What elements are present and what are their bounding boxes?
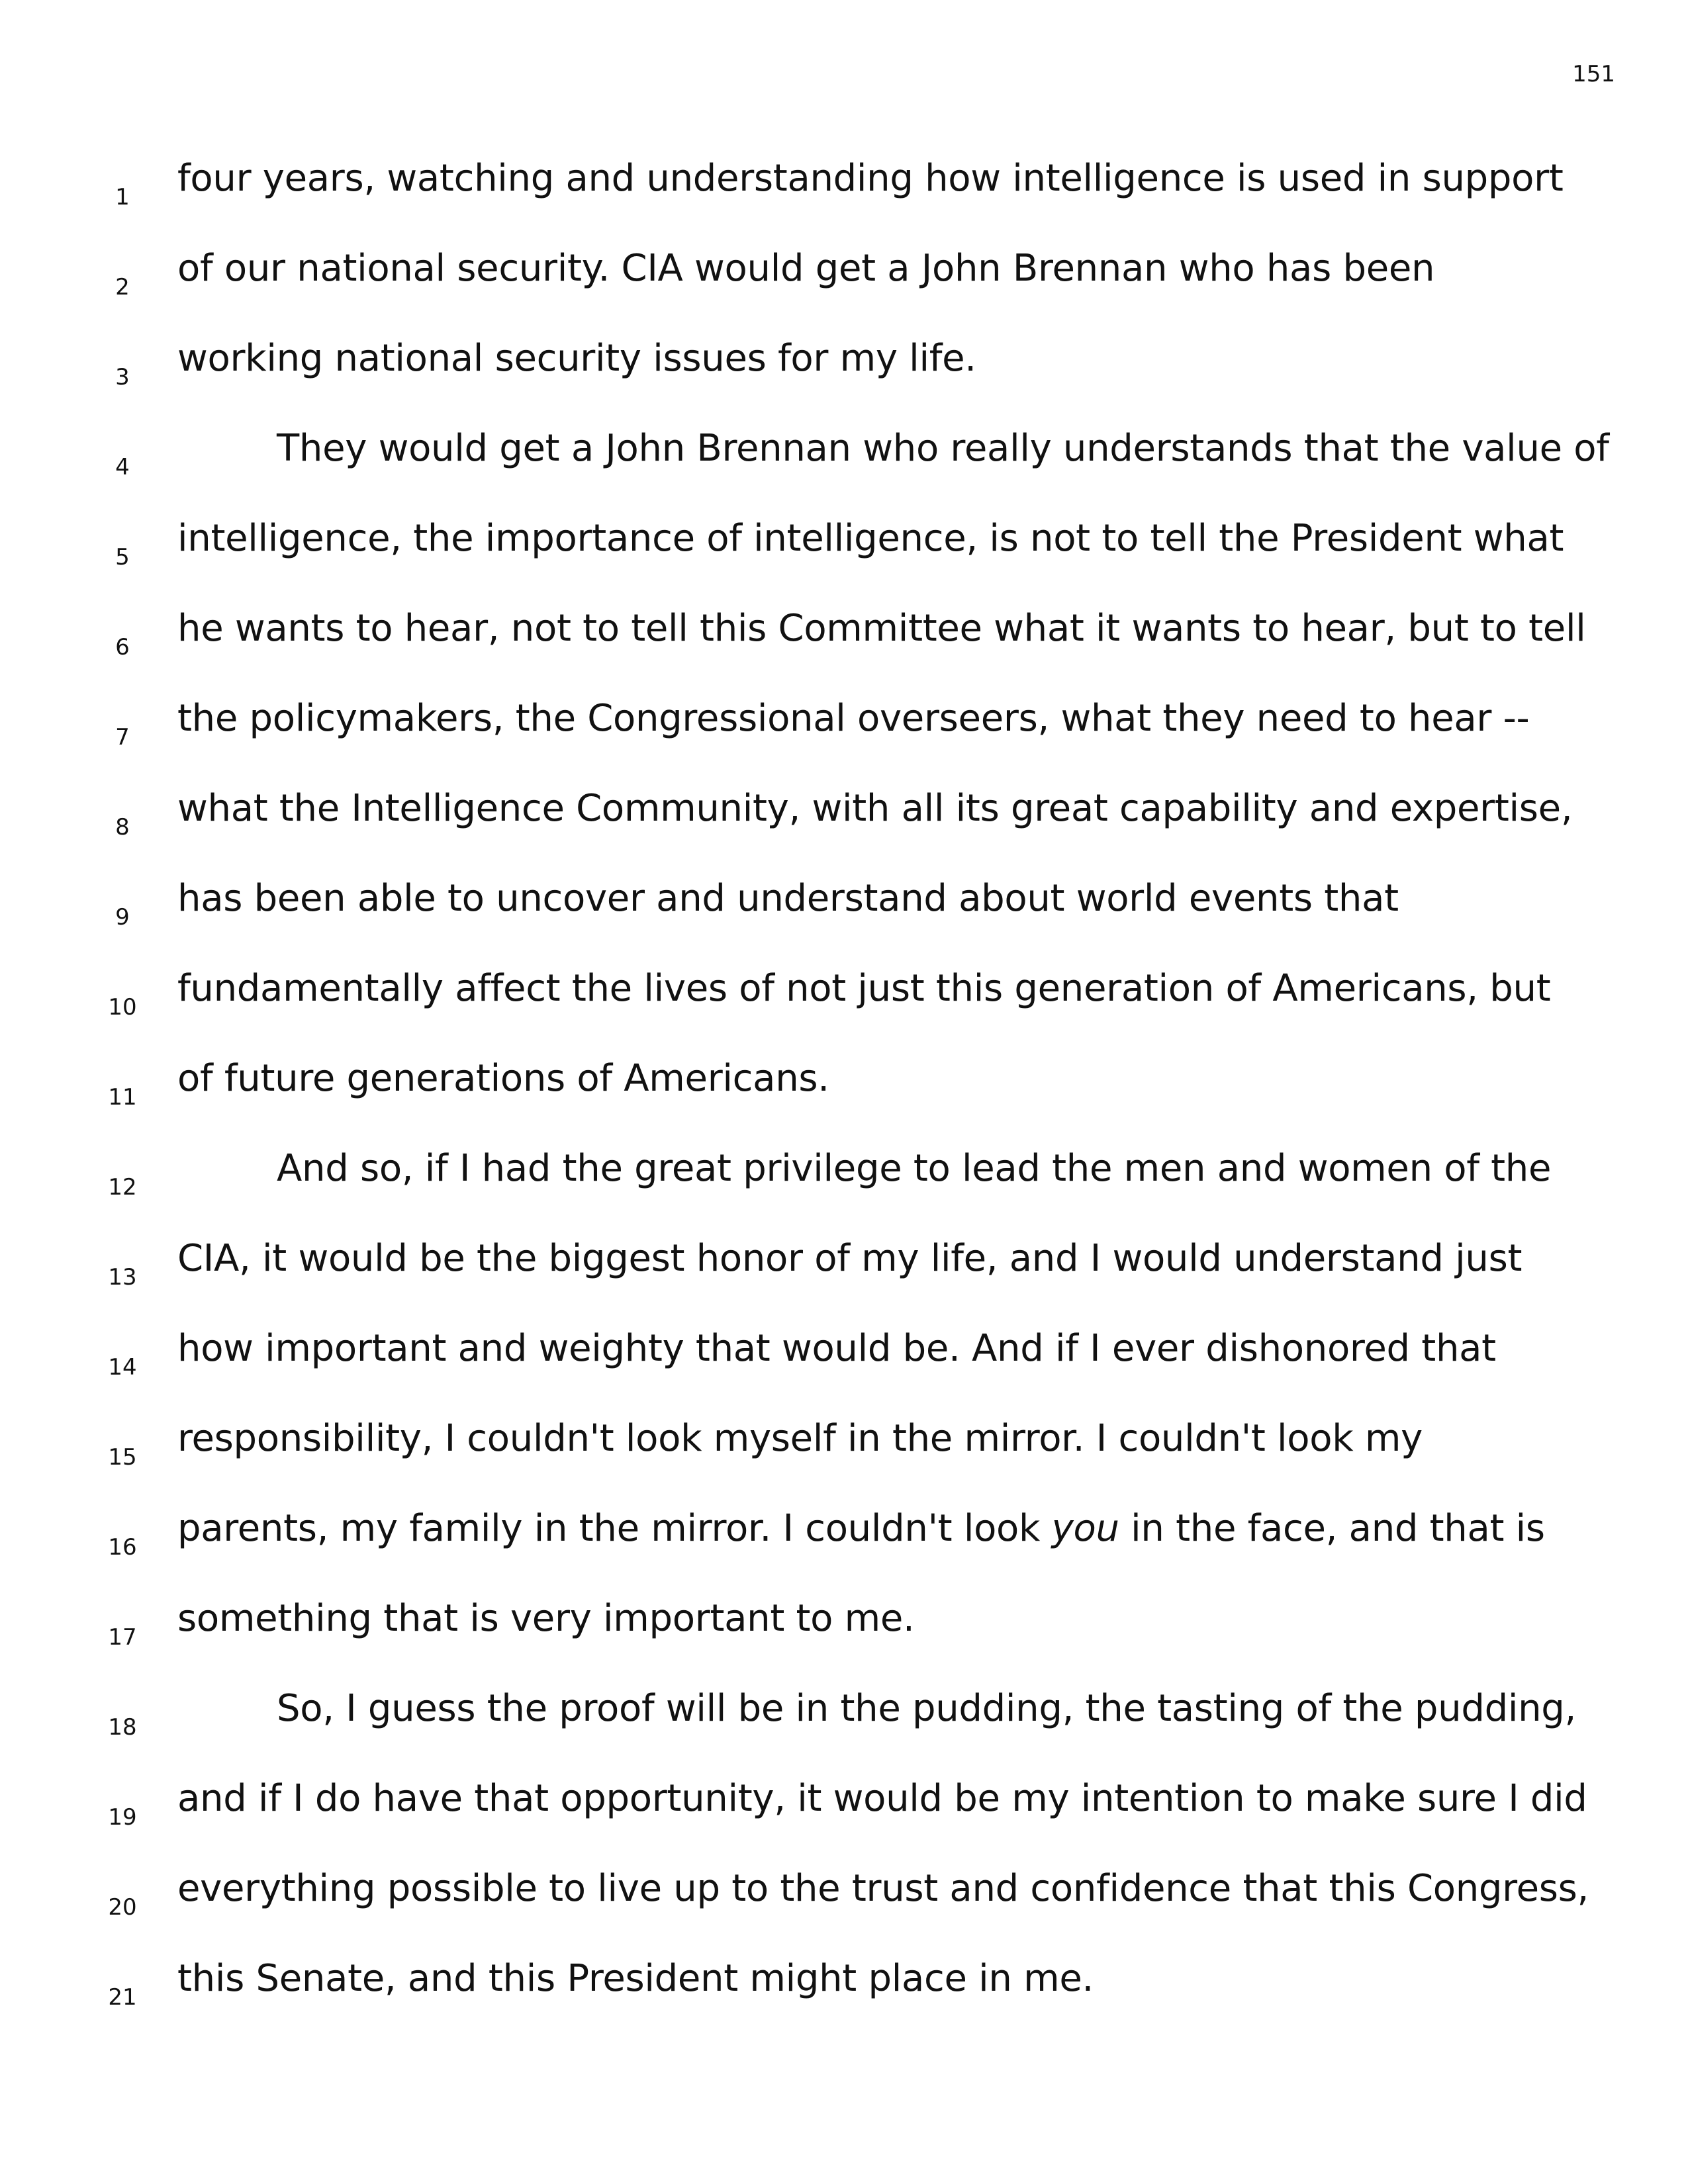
line-number: 6 <box>115 634 130 660</box>
line-text: everything possible to live up to the trust and confidence that this Congress, <box>177 1867 1589 1910</box>
line-text: he wants to hear, not to tell this Committee what it wants to hear, but to tell <box>177 607 1586 650</box>
line-number: 19 <box>108 1804 137 1831</box>
line-text: the policymakers, the Congressional overseers, what they need to hear -- <box>177 697 1530 740</box>
line-number: 18 <box>108 1714 137 1741</box>
line-number: 16 <box>108 1534 137 1561</box>
line-text: of our national security. CIA would get a John Brennan who has been <box>177 247 1435 290</box>
line-number: 3 <box>115 364 130 390</box>
emphasized-word: you <box>1051 1507 1119 1550</box>
line-number: 10 <box>108 994 137 1021</box>
line-text: And so, if I had the great privilege to lead the men and women of the <box>277 1147 1552 1190</box>
line-text: something that is very important to me. <box>177 1597 915 1640</box>
line-text: So, I guess the proof will be in the pudding, the tasting of the pudding, <box>277 1687 1577 1730</box>
line-text-start: parents, my family in the mirror. I couldn't look <box>177 1507 1052 1550</box>
line-text: of future generations of Americans. <box>177 1057 829 1100</box>
line-text-end: in the face, and that is <box>1119 1507 1545 1550</box>
line-text: CIA, it would be the biggest honor of my life, and I would understand just <box>177 1237 1523 1280</box>
line-number: 5 <box>115 544 130 570</box>
line-text: They would get a John Brennan who really understands that the value of <box>277 427 1609 470</box>
line-text: how important and weighty that would be. And if I ever dishonored that <box>177 1327 1496 1370</box>
line-number: 7 <box>115 724 130 751</box>
line-number: 15 <box>108 1444 137 1471</box>
line-number: 8 <box>115 814 130 841</box>
line-number: 13 <box>108 1264 137 1291</box>
line-text: fundamentally affect the lives of not just this generation of Americans, but <box>177 967 1551 1010</box>
line-text: and if I do have that opportunity, it would be my intention to make sure I did <box>177 1777 1587 1820</box>
line-text: what the Intelligence Community, with all its great capability and expertise, <box>177 787 1573 830</box>
line-text: has been able to uncover and understand about world events that <box>177 877 1399 920</box>
line-number: 4 <box>115 454 130 480</box>
line-text <box>177 1484 1545 1574</box>
transcript-line <box>0 1952 1688 2042</box>
page-number: 151 <box>1572 61 1615 87</box>
line-number: 21 <box>108 1984 137 2011</box>
line-number: 11 <box>108 1084 137 1111</box>
line-text: four years, watching and understanding how intelligence is used in support <box>177 157 1564 200</box>
line-number: 9 <box>115 904 130 931</box>
line-text: intelligence, the importance of intelligence, is not to tell the President what <box>177 517 1564 560</box>
line-text: responsibility, I couldn't look myself in the mirror. I couldn't look my <box>177 1417 1423 1460</box>
line-number: 2 <box>115 274 130 300</box>
line-number: 12 <box>108 1174 137 1201</box>
line-text: this Senate, and this President might place in me. <box>177 1957 1094 2000</box>
line-number: 1 <box>115 184 130 210</box>
line-number: 14 <box>108 1354 137 1381</box>
line-number: 20 <box>108 1894 137 1921</box>
line-number: 17 <box>108 1624 137 1651</box>
line-text: working national security issues for my life. <box>177 337 976 380</box>
